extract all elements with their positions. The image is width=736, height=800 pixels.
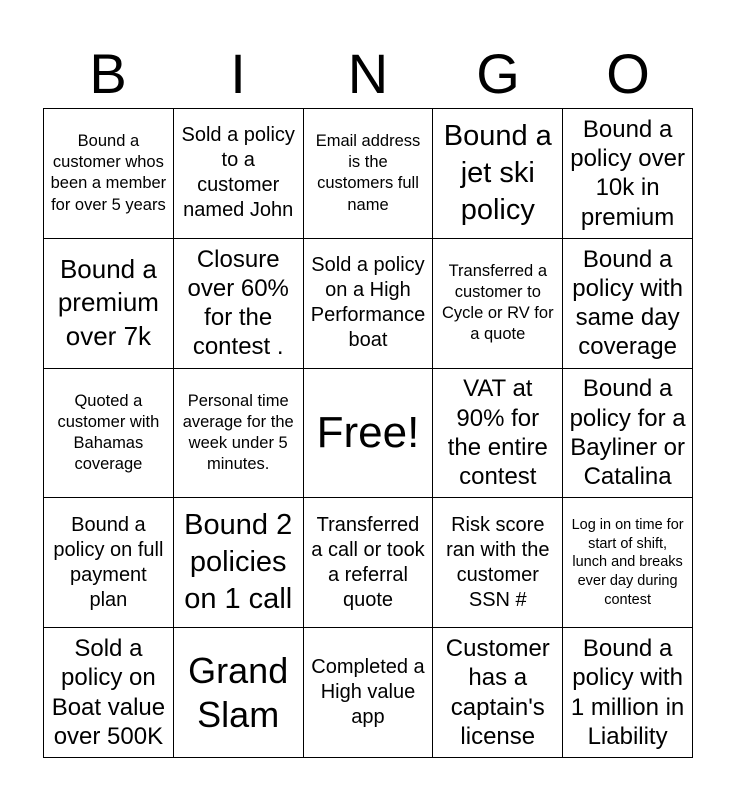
bingo-cell[interactable] [174,628,304,758]
cell-text: Bound a policy over 10k in premium [570,115,685,231]
bingo-cell[interactable] [563,109,693,239]
bingo-cell[interactable] [304,239,434,369]
bingo-cell[interactable] [563,498,693,628]
cell-text: Email address is the customers full name [315,132,421,214]
cell-text: Sold a policy to a customer named John [181,124,295,222]
cell-text: Sold a policy on Boat value over 500K [51,635,166,750]
cell-text: Bound a policy with 1 million in Liability [570,635,685,750]
bingo-cell[interactable] [174,369,304,499]
cell-text: Bound a premium over 7k [57,253,159,352]
cell-text: Quoted a customer with Bahamas coverage [57,391,160,474]
bingo-cell[interactable] [174,239,304,369]
cell-text: Bound 2 policies on 1 call [184,509,293,616]
bingo-cell[interactable] [563,369,693,499]
bingo-cell[interactable] [433,369,563,499]
bingo-cell[interactable] [433,498,563,628]
cell-text: Risk score ran with the customer SSN # [446,513,550,611]
cell-text: Sold a policy on a High Performance boat [310,254,426,352]
header-letter-b: B [89,42,127,105]
bingo-cell[interactable] [174,109,304,239]
cell-text: Bound a policy for a Bayliner or Catalina [569,375,686,491]
bingo-cell[interactable] [563,239,693,369]
bingo-cell[interactable] [304,498,434,628]
cell-text: Bound a jet ski policy [443,119,552,226]
cell-text: Transferred a call or took a referral quote [311,513,425,611]
bingo-cell[interactable] [563,628,693,758]
bingo-cell[interactable] [44,239,174,369]
cell-text: Closure over 60% for the contest . [187,245,289,361]
cell-text: Transferred a customer to Cycle or RV for a quote [442,261,554,344]
cell-text: Log in on time for start of shift, lunch and breaks ever day during contest [571,516,684,609]
bingo-cell[interactable] [304,109,434,239]
header-letter-i: I [230,42,246,105]
bingo-header [43,40,693,108]
cell-text: VAT at 90% for the entire contest [447,375,548,491]
bingo-cell[interactable] [433,239,563,369]
bingo-cell[interactable] [44,109,174,239]
bingo-cell[interactable] [44,369,174,499]
bingo-cell[interactable] [304,628,434,758]
cell-text: Customer has a captain's license [445,635,550,750]
bingo-cell[interactable] [44,498,174,628]
bingo-cell[interactable] [174,498,304,628]
bingo-cell[interactable] [44,628,174,758]
bingo-cell[interactable] [433,109,563,239]
cell-text: Bound a policy on full payment plan [53,513,164,611]
cell-text: Bound a policy with same day coverage [572,245,683,361]
header-letter-o: O [606,42,650,105]
cell-text: Grand Slam [188,650,289,735]
free-space-text: Free! [316,407,420,457]
free-space-cell[interactable] [304,369,434,499]
cell-text: Bound a customer whos been a member for over 5 years [50,132,167,214]
cell-text: Personal time average for the week under 5 minutes. [182,391,294,474]
header-letter-n: N [347,42,389,105]
cell-text: Completed a High value app [311,656,425,729]
bingo-board [43,108,693,758]
bingo-cell[interactable] [433,628,563,758]
header-letter-g: G [476,42,520,105]
